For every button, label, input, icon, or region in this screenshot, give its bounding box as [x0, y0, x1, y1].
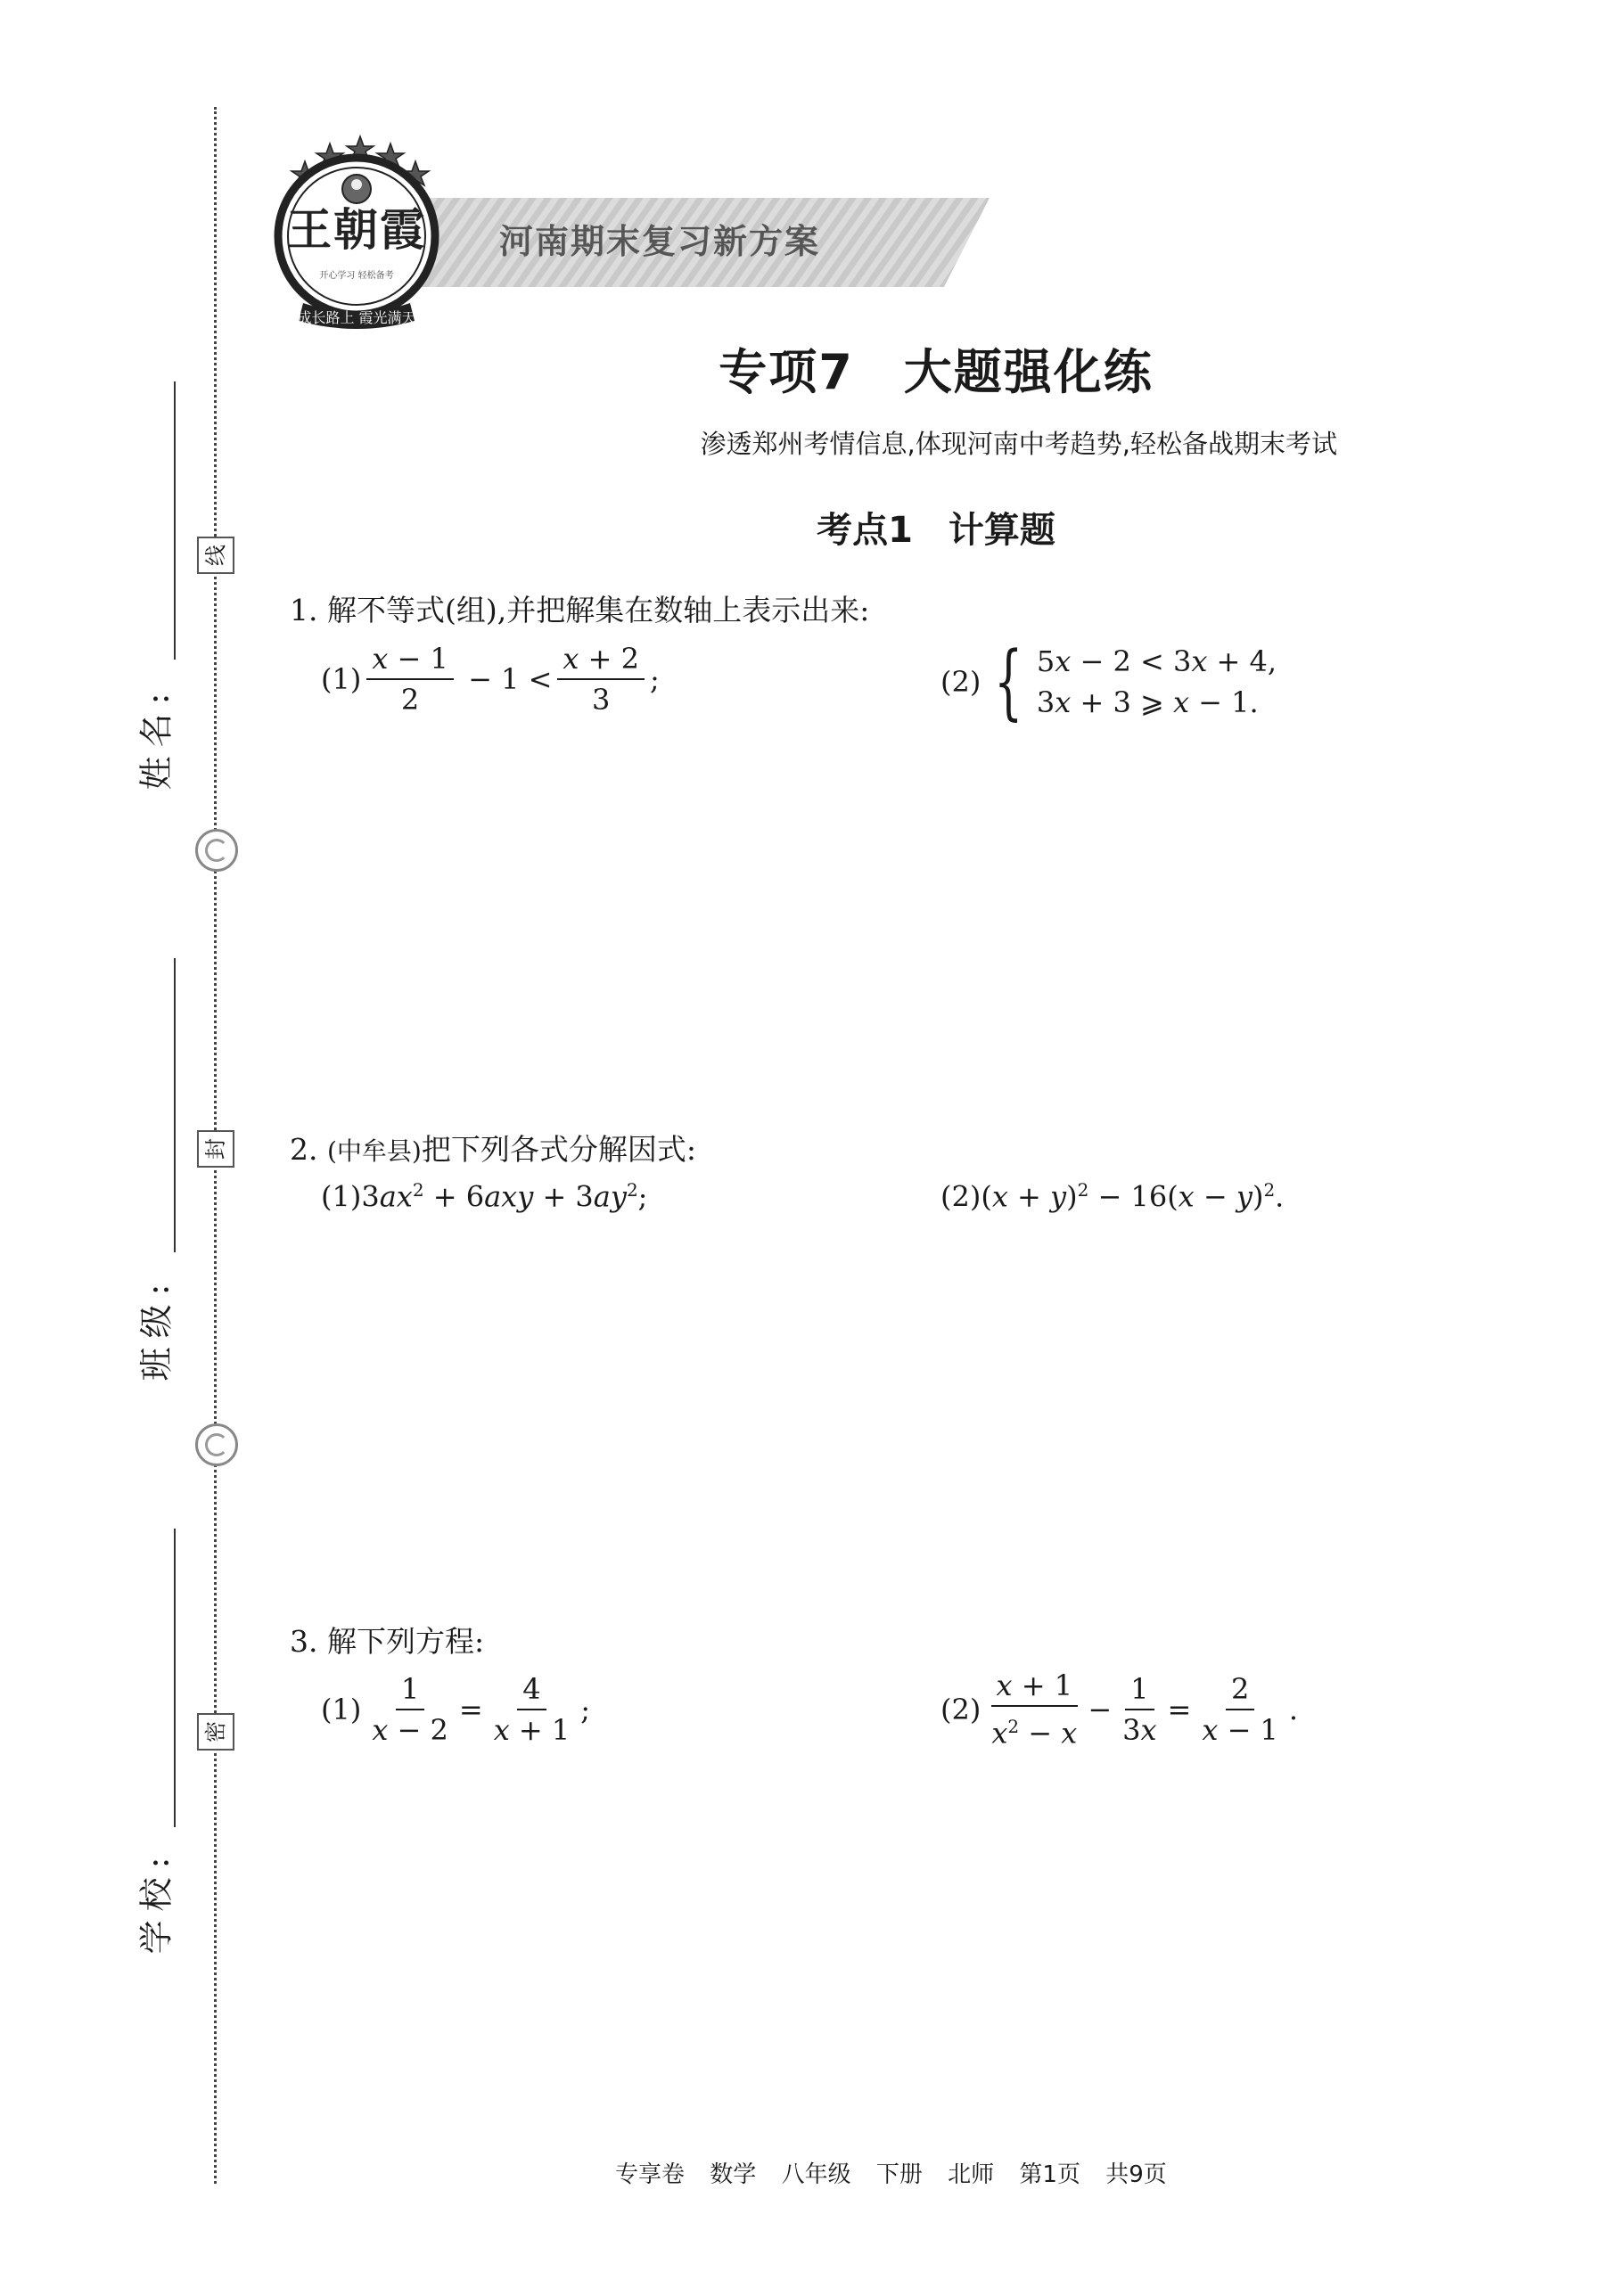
question-1-stem: 1. 解不等式(组),并把解集在数轴上表示出来: — [290, 593, 870, 627]
footer-edition: 北师 — [948, 2161, 995, 2188]
fraction: $\frac{1}{x - 2}$ — [366, 1669, 454, 1750]
fraction: $\frac{4}{x + 1}$ — [489, 1669, 576, 1750]
page-footer — [615, 2150, 1257, 2200]
class-field-label: 班级: — [136, 1275, 177, 1382]
fraction: $\frac{x + 1}{x^2 - x}$ — [986, 1666, 1082, 1753]
question-3-part-2: (2) $\frac{x + 1}{x^2 - x}$ − $\frac{1}{3x}$ = $\frac{2}{x - 1}$ . — [940, 1665, 1298, 1754]
footer-page-total: 共9页 — [1105, 2161, 1167, 2188]
page-subtitle: 渗透郑州考情信息,体现河南中考趋势,轻松备战期末考试 — [700, 429, 1337, 459]
swirl-ornament-icon — [195, 829, 238, 872]
seal-mark-mi: 密 — [197, 1713, 234, 1751]
svg-text:成长路上 霞光满天: 成长路上 霞光满天 — [297, 309, 416, 326]
page-title: 专项7 大题强化练 — [719, 344, 1154, 400]
name-field-line[interactable] — [174, 381, 176, 660]
question-1-part-1: (1) $\frac{x - 1}{2}$ − 1 < $\frac{x + 2}{3}$ ; — [321, 635, 660, 724]
question-1-part-2: (2) { 5x − 2 < 3x + 4, 3x + 3 ⩾ x − 1. — [940, 634, 1277, 729]
banner-text: 河南期末复习新方案 — [499, 222, 821, 261]
seal-mark-feng: 封 — [197, 1130, 234, 1168]
question-2-part-1: $(1)3ax^2 + 6axy + 3ay^2$; — [321, 1178, 648, 1214]
svg-text:开心学习 轻松备考: 开心学习 轻松备考 — [319, 271, 394, 281]
question-3-part-1: (1) $\frac{1}{x - 2}$ = $\frac{4}{x + 1}$ ; — [321, 1665, 590, 1754]
footer-page-number: 第1页 — [1019, 2161, 1080, 2188]
footer-series: 专享卷 — [615, 2161, 686, 2188]
question-2-part-2: $(2)(x + y)^2 - 16(x - y)^2$. — [940, 1178, 1285, 1214]
fraction: $\frac{x + 2}{3}$ — [557, 639, 645, 719]
fraction: $\frac{x - 1}{2}$ — [366, 639, 454, 719]
swirl-ornament-icon — [195, 1423, 238, 1466]
fraction: $\frac{1}{3x}$ — [1117, 1669, 1162, 1750]
question-2-stem: 2. (中牟县)把下列各式分解因式: — [290, 1132, 696, 1167]
footer-subject: 数学 — [710, 2161, 757, 2188]
question-3-stem: 3. 解下列方程: — [290, 1624, 485, 1659]
school-field-line[interactable] — [174, 1529, 176, 1827]
section-heading: 考点1 计算题 — [817, 510, 1055, 551]
name-field-label: 姓名: — [136, 684, 177, 791]
seal-mark-xian: 线 — [197, 537, 234, 574]
fraction: $\frac{2}{x - 1}$ — [1196, 1669, 1284, 1750]
class-field-line[interactable] — [174, 958, 176, 1252]
footer-grade: 八年级 — [781, 2161, 851, 2188]
school-field-label: 学校: — [136, 1848, 177, 1955]
logo-name: 王朝霞 — [287, 203, 426, 256]
footer-volume: 下册 — [875, 2161, 923, 2188]
question-2-source: (中牟县) — [326, 1136, 422, 1166]
